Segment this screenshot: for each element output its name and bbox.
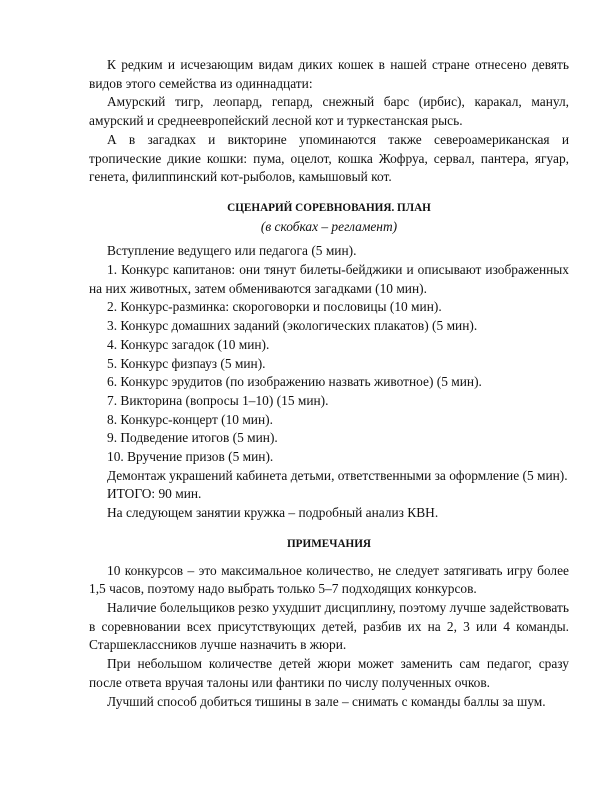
plan-item: 8. Конкурс-концерт (10 мин). [107, 411, 273, 427]
plan-item: 9. Подведение итогов (5 мин). [107, 430, 278, 446]
intro-paragraph-3: А в загадках и викторине упоминаются также североамериканская и тропические дикие кошки: пума, оцелот, кошка Жофруа, сервал, пантера, ягуар, генета, филиппинский кот-рыболов, камышовый кот. [89, 131, 569, 185]
notes-heading: ПРИМЕЧАНИЯ [286, 537, 372, 550]
plan-total: ИТОГО: 90 мин. [107, 486, 202, 502]
plan-item: 4. Конкурс загадок (10 мин). [107, 336, 270, 352]
note-paragraph: Лучший способ добиться тишины в зале – снимать с команды баллы за шум. [107, 693, 546, 709]
intro-paragraph-2: Амурский тигр, леопард, гепард, снежный барс (ирбис), каракал, манул, амурский и среднеевропейский лесной кот и туркестанская рысь. [89, 94, 569, 129]
plan-item: 2. Конкурс-разминка: скороговорки и пословицы (10 мин). [107, 299, 442, 315]
note-paragraph: 10 конкурсов – это максимальное количество, не следует затягивать игру более 1,5 часов, поэтому надо выбрать только 5–7 подходящих конкурсов. [89, 562, 569, 597]
plan-subtitle: (в скобках – регламент) [260, 218, 398, 234]
plan-item: Демонтаж украшений кабинета детьми, ответственными за оформление (5 мин). [107, 467, 568, 483]
plan-item: 6. Конкурс эрудитов (по изображению назвать животное) (5 мин). [107, 374, 482, 390]
intro-paragraph-1: К редким и исчезающим видам диких кошек в нашей стране отнесено девять видов этого семейства из одиннадцати: [89, 57, 569, 91]
document-body [89, 56, 569, 711]
plan-item: Вступление ведущего или педагога (5 мин). [107, 243, 357, 259]
plan-next-session: На следующем занятии кружка – подробный анализ КВН. [107, 505, 439, 521]
note-paragraph: При небольшом количестве детей жюри может заменить сам педагог, сразу после ответа вручая талоны или фантики по числу полученных очков. [89, 656, 569, 690]
plan-heading: СЦЕНАРИЙ СОРЕВНОВАНИЯ. ПЛАН [227, 201, 431, 214]
plan-item: 7. Викторина (вопросы 1–10) (15 мин). [107, 392, 329, 408]
plan-item: 5. Конкурс физпауз (5 мин). [107, 355, 266, 371]
note-paragraph: Наличие болельщиков резко ухудшит дисциплину, поэтому лучше задействовать в соревновании всех присутствующих детей, разбив их на 2, 3 или 4 команды. Старшеклассников лучше назначить в жюри. [89, 599, 569, 653]
plan-item: 1. Конкурс капитанов: они тянут билеты-бейджики и описывают изображенных на них животных, затем обмениваются загадками (10 мин). [89, 262, 569, 296]
plan-item: 3. Конкурс домашних заданий (экологических плакатов) (5 мин). [107, 318, 478, 334]
plan-item: 10. Вручение призов (5 мин). [107, 449, 274, 465]
